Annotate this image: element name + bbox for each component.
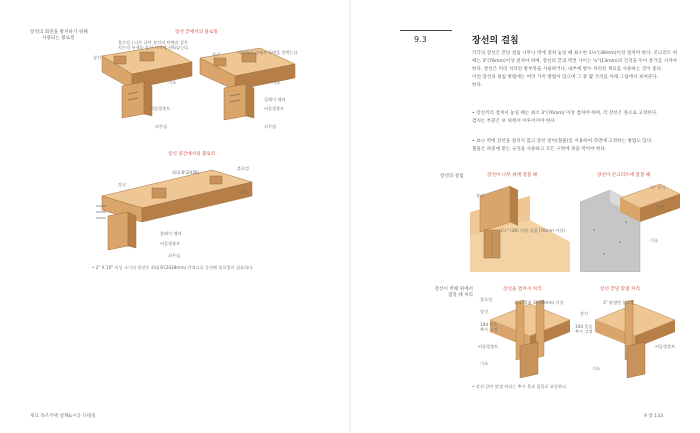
fig2-label-3: 클레이 앵커 (264, 97, 286, 102)
fig3-label-4: 블레이 앵커 (160, 231, 182, 236)
figd-label-2: 10d 못을 (575, 324, 593, 329)
figd-label-4: 커플링볼트 (655, 344, 676, 349)
figd-caption: 장선 끝단 맞댐 처리 (600, 287, 640, 292)
fig3-label-0: 최대 8'(2438) (172, 170, 200, 175)
figa-caption: 장선이 나무 위에 걸칠 때 (487, 173, 538, 178)
paragraph-3: • 보나 벽에 장선을 걸치지 않고 장선 걸이(철물)를 이용하여 측면에 고정하는 방법도 있다. 철물은 하중에 맞는 규격을 사용하고 모든 구멍에 못을 박아야 한다. (472, 139, 653, 152)
right-note: • 장선 끝단 맞댐 처리는 추가 못과 철물로 보강한다. (472, 384, 568, 389)
figd-label-5: 기초 (592, 366, 601, 371)
figc-label-0: 블로킹 (480, 297, 493, 302)
figc-label-2: 최소 겹침 3"(76mm) 이상 (514, 300, 564, 305)
section-number: 9.3 (414, 35, 427, 44)
fig1-illustration (92, 44, 202, 134)
figa-label-0: 장선 (476, 193, 485, 198)
left-note: • 2" X 10" 이상 크기의 장선은 최대 8'(2438mm) 간격으로 중간에 블로킹이 필요하다. (92, 265, 254, 270)
figc-label-4: 추가 고정 (480, 327, 498, 332)
fig1-caption: 장선 끝에서의 블로킹 (175, 30, 218, 35)
fig3-caption: 장선 중간에서의 블로킹 (168, 152, 216, 157)
fig1-label-0: 블로킹 | 다른 끝단 장선의 단면과 같은 (118, 40, 189, 45)
fig1-label-4: 커플링볼트 (150, 106, 171, 111)
fig3-label-1: 블로킹 (237, 166, 250, 171)
figb-label-0: ½" 통기 (650, 185, 666, 190)
paragraph-2: • 장선끼리 겹쳐서 놓일 때는 최소 3"(76mm) 이상 겹쳐야 하며, 각 장선은 못으로 고정한다. 겹치는 부분은 보 위에서 이루어져야 한다. (472, 111, 658, 124)
right-label-2: 장선이 벽체 위에서 겹칠 때 처리 (434, 287, 473, 298)
figc-illustration (480, 298, 575, 378)
fig3-label-5: 커플링볼트 (160, 241, 181, 246)
paragraph-1: 각각의 장선은 끝단 걸침 나무나 벽에 걸쳐 놓일 때 최소한 1½"(38mm)이상 걸쳐야 한다. 콘크리트 위 에는 3"(76mm)이상 걸쳐야 하며, 장선의 끝과 벽면 사이는 ½"(13mm)의 간격을 두어 통기를 시켜야 한다. 장선은 미리 처리된 방부목을 사용하거나, 내부에 방수 처리된 재료를 사용하는 것이 좋다. 이런 장선의 걸침 방법에는 여러 가지 방법이 있으며 그 중 몇 가지를 아래 그림에서 보여준다. 한다. (472, 51, 678, 88)
figc-label-1: 장선 (480, 309, 489, 314)
left-footer: 재료 목조주택 설계&시공 디테일 (30, 414, 96, 419)
fig1-label-1: 치수의 부재를 장선 사이에 끼워넣는다. (118, 45, 190, 50)
fig3-label-3: 기초 (240, 190, 249, 195)
figc-label-6: 기초 (480, 361, 489, 366)
fig1-label-3: 기초 (168, 80, 177, 85)
fig2-label-2: 기초 (272, 80, 281, 85)
fig2-label-4: 커플링볼트 (264, 106, 285, 111)
fig3-label-6: 쇠투임 (168, 253, 181, 258)
figd-label-3: 추가 고정 (575, 329, 593, 334)
figa-label-1: 1½" (38) 이상 걸침 (76mm 이상) (500, 228, 565, 233)
figb-label-1: 장선 (656, 204, 665, 209)
page-gutter (349, 0, 351, 433)
figb-caption: 장선이 콘크리트에 걸칠 때 (597, 173, 651, 178)
figd-label-0: 3" 맞댐면 블로킹 (603, 300, 635, 305)
fig1-label-5: 쇠투임 (155, 124, 168, 129)
figc-caption: 장선을 겹쳐서 처리 (503, 287, 542, 292)
section-rule (400, 30, 452, 31)
figb-label-2: 기초 (650, 238, 659, 243)
section-title: 장선의 걸침 (472, 36, 519, 46)
figd-label-1: 장선 (580, 311, 589, 316)
figa-illustration (470, 182, 570, 272)
fig2-label-5: 쇠투임 (264, 124, 277, 129)
fig3-illustration (92, 166, 262, 266)
fig1-label-2: 장선 (93, 55, 102, 60)
right-footer: 9 장 133 (644, 414, 664, 419)
right-label-1: 장선의 걸침 (440, 174, 464, 179)
side-heading: 장선의 회전을 방지하기 위해 사용되는 블로킹 (30, 30, 88, 41)
fig2-illustration (190, 44, 305, 134)
figc-label-5: 커플링볼트 (478, 344, 499, 349)
fig2-label-1: 커플러의 끝에서 곡면을 못박는다 (237, 50, 298, 55)
fig3-label-2: 장선 (118, 182, 127, 187)
fig2-label-0: 장선 (212, 52, 221, 57)
figc-label-3: 10d 못을 (480, 322, 498, 327)
figb-illustration (580, 182, 680, 272)
